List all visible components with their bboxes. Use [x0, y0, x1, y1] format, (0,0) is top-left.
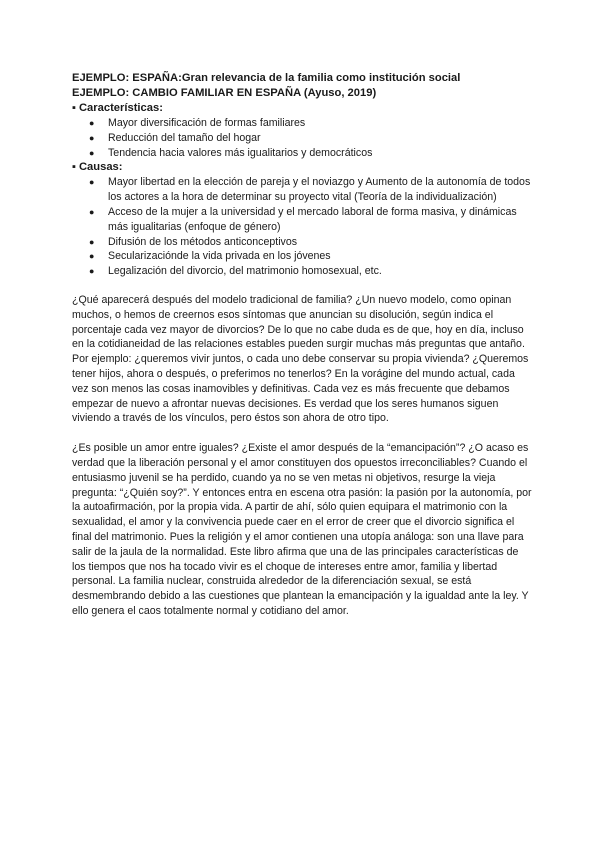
bullet-icon: ●	[89, 266, 95, 277]
list-item	[89, 249, 532, 264]
list-item	[89, 235, 532, 250]
bullet-icon: ●	[89, 236, 95, 247]
spacer	[72, 279, 532, 293]
list-item-text: Secularizaciónde la vida privada en los jóvenes	[108, 250, 331, 263]
square-bullet-icon: ▪	[72, 102, 76, 114]
list-item-text: Reducción del tamaño del hogar	[108, 131, 261, 144]
paragraph-love-equality: ¿Es posible un amor entre iguales? ¿Existe el amor después de la “emancipación”? ¿O acaso es verdad que la liberación personal y el amor constituyen dos opuestos irreconciliables? Cuando el entusiasmo juvenil se ha perdido, cuando ya no se ven metas ni objetivos, resurge la vieja pregunta: “¿Quién soy?”. Y entonces entra en escena otra pasión: la pasión por la autonomía, por la autoafirmación, por la propia vida. A partir de ahí, sólo quien equipara el matrimonio con la sexualidad, el amor y la convivencia puede caer en el error de creer que el divorcio significa el final del matrimonio. Pues la religión y el amor contienen una utopía análoga: son una llave para salir de la jaula de la normalidad. Este libro afirma que una de las principales características de los tiempos que nos ha tocado vivir es el choque de intereses entre amor, familia y libertad personal. La familia nuclear, construida alrededor de la diferenciación sexual, se está desmembrando debido a las cuestiones que plantean la emancipación y la igualdad ante la ley. Y ello genera el caos totalmente normal y cotidiano del amor.	[72, 442, 532, 617]
section-title-causas	[72, 160, 532, 175]
heading-family-change: EJEMPLO: CAMBIO FAMILIAR EN ESPAÑA (Ayuso, 2019)	[72, 87, 377, 99]
list-item-text: Difusión de los métodos anticonceptivos	[108, 235, 298, 248]
list-item	[89, 131, 532, 146]
spacer	[72, 426, 532, 441]
list-item	[89, 146, 532, 161]
square-bullet-icon: ▪	[72, 161, 76, 174]
bullet-icon: ●	[89, 132, 95, 143]
caracteristicas-list	[72, 116, 532, 160]
section-title-label: Causas:	[78, 161, 123, 174]
section-title-caracteristicas	[72, 101, 532, 116]
bullet-icon: ●	[89, 118, 95, 128]
bullet-icon: ●	[89, 206, 95, 217]
list-item-text: Acceso de la mujer a la universidad y el mercado laboral de forma masiva, y dinámicas más igualitarias (enfoque de género)	[108, 205, 517, 233]
list-item	[89, 116, 532, 131]
bullet-icon: ●	[89, 177, 95, 188]
list-item-text: Mayor diversificación de formas familiares	[108, 117, 306, 129]
bullet-icon: ●	[89, 147, 95, 158]
causas-list	[72, 175, 532, 279]
list-item	[89, 205, 532, 235]
bullet-icon: ●	[89, 251, 95, 262]
list-item-text: Mayor libertad en la elección de pareja y el noviazgo y Aumento de la autonomía de todos los actores a la hora de determinar su proyecto vital (Teoría de la individualización)	[108, 176, 531, 204]
list-item	[89, 175, 532, 205]
paragraph-family-model: ¿Qué aparecerá después del modelo tradicional de familia? ¿Un nuevo modelo, como opinan muchos, o hemos de creernos esos síntomas que anuncian su disolución, según indica el porcentaje cada vez mayor de divorcios? De lo que no cabe duda es de que, hoy en día, incluso en la cotidianeidad de las relaciones estables pueden surgir muchas más preguntas que antaño. Por ejemplo: ¿queremos vivir juntos, o cada uno debe conservar su propia vivienda? ¿Queremos tener hijos, ahora o después, o preferimos no tenerlos? En la vorágine del mundo actual, cada vez son menos las cosas inamovibles y definitivas. Cada vez es más frecuente que debamos empezar de nuevo a afrontar nuevas decisiones. Es verdad que los seres humanos siguen viviendo a través de los vínculos, pero éstos son ahora de otro tipo.	[72, 293, 529, 425]
section-title-label: Características:	[78, 102, 163, 114]
list-item	[89, 264, 532, 279]
document-page	[72, 71, 532, 619]
heading-spain-family: EJEMPLO: ESPAÑA:Gran relevancia de la familia como institución social	[72, 72, 461, 84]
list-item-text: Tendencia hacia valores más igualitarios y democráticos	[108, 146, 373, 159]
list-item-text: Legalización del divorcio, del matrimonio homosexual, etc.	[108, 265, 382, 278]
